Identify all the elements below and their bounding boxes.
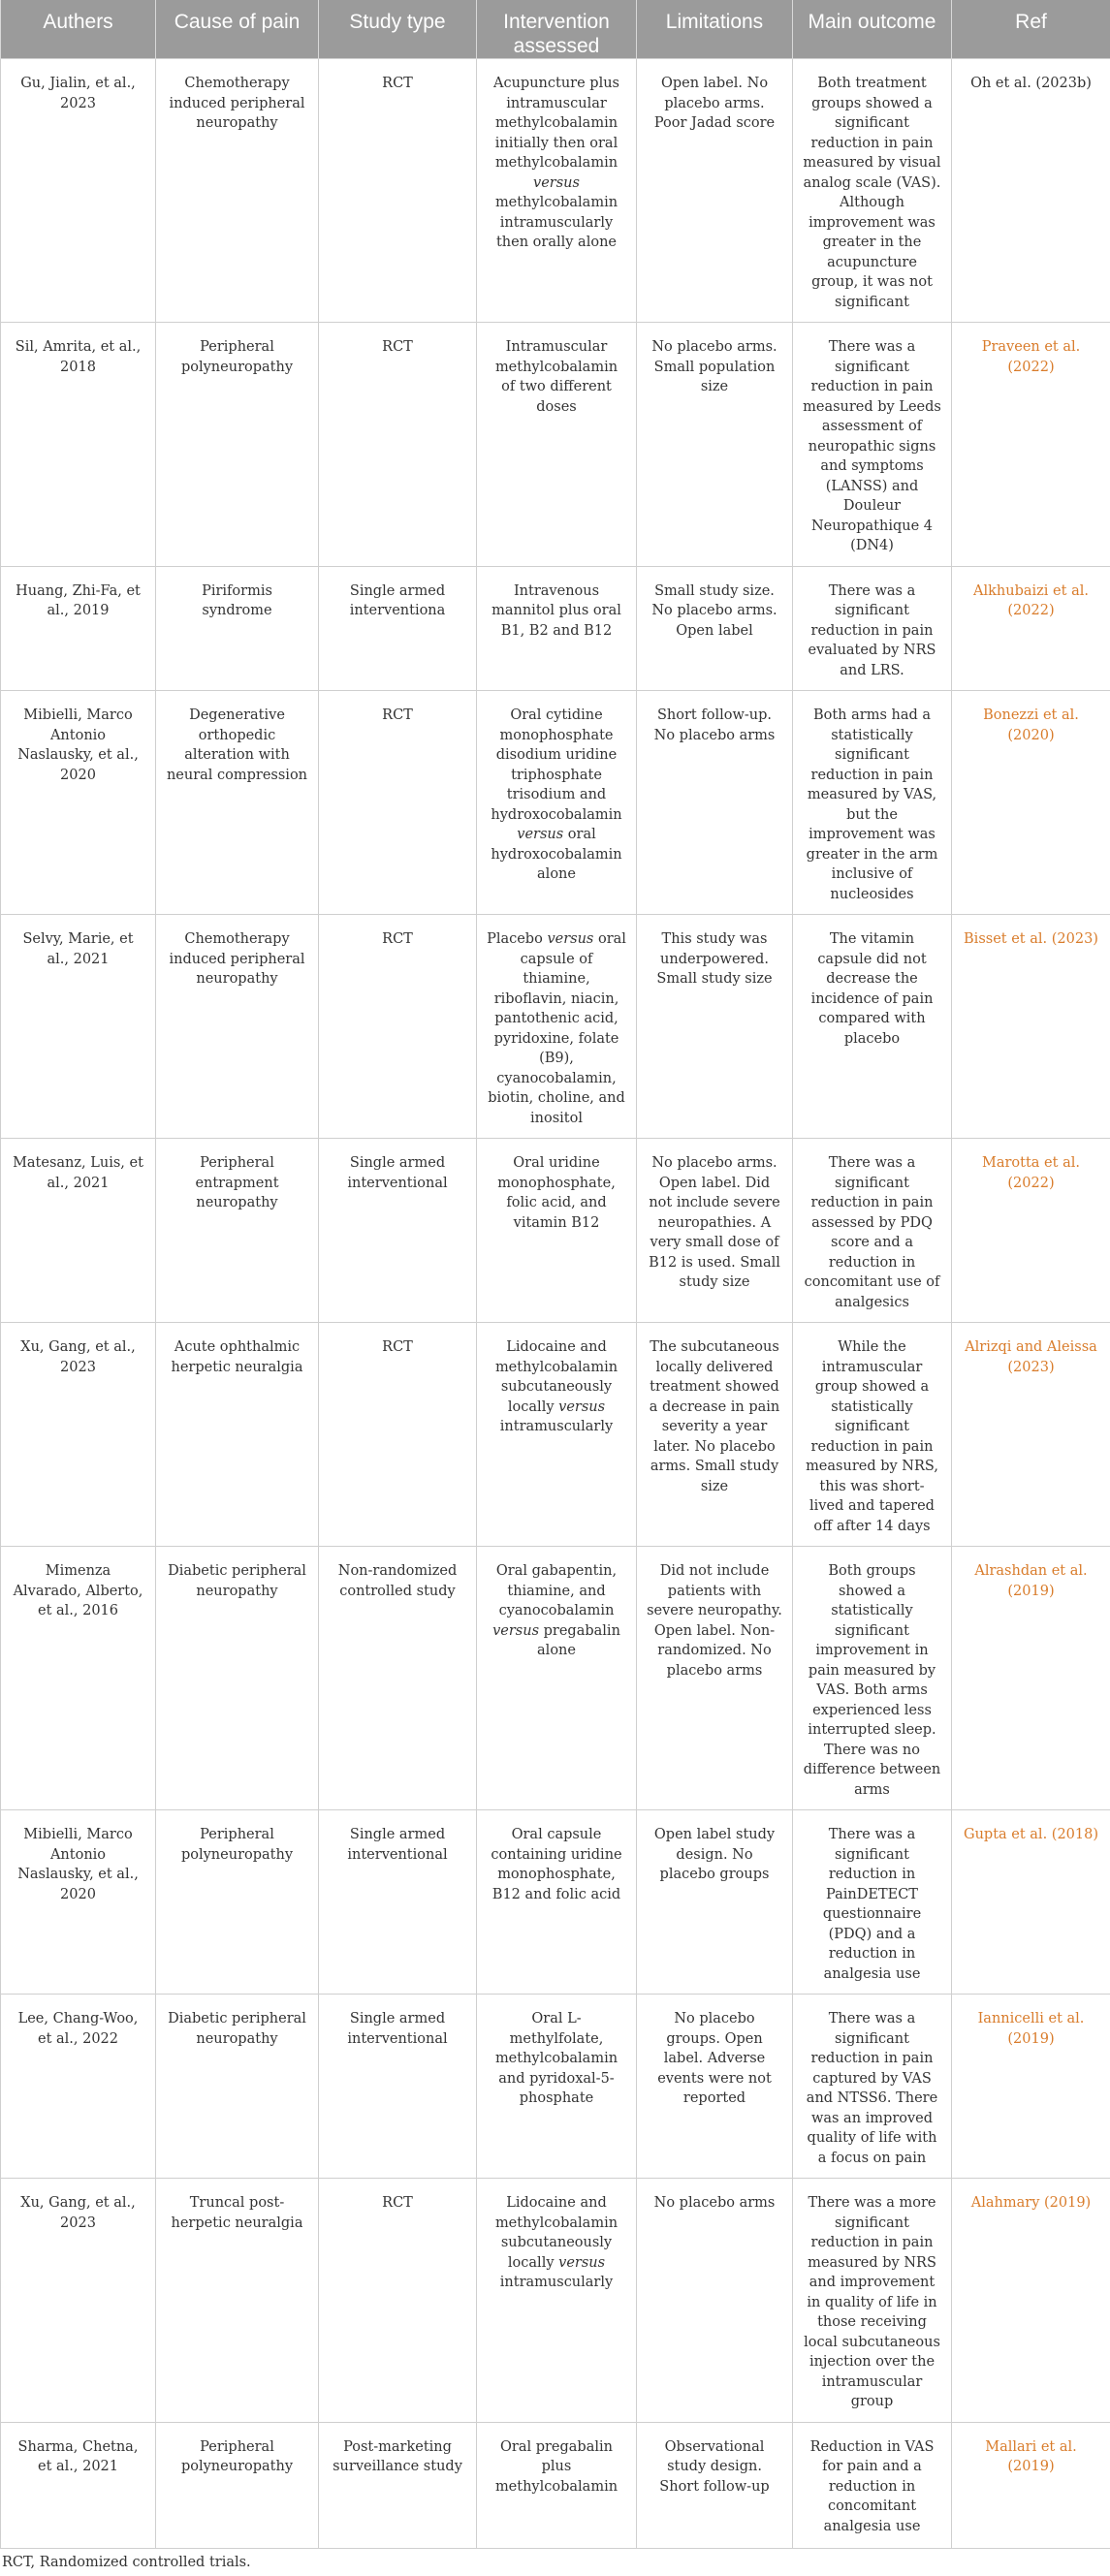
intervention-cell: Oral pregabalin plus methylcobalamin: [477, 2422, 637, 2548]
cause-cell: Truncal post-herpetic neuralgia: [156, 2179, 319, 2423]
study-type-cell: RCT: [319, 691, 477, 915]
limitations-cell: No placebo groups. Open label. Adverse events were not reported: [637, 1995, 793, 2179]
table-row: [1, 323, 1110, 567]
outcome-cell: The vitamin capsule did not decrease the incidence of pain compared with placebo: [793, 915, 952, 1139]
limitations-cell: Small study size. No placebo arms. Open label: [637, 566, 793, 691]
author-cell: Selvy, Marie, et al., 2021: [1, 915, 156, 1139]
intervention-cell: Intramuscular methylcobalamin of two different doses: [477, 323, 637, 567]
header-main-outcome: Main outcome: [793, 0, 952, 59]
study-type-cell: RCT: [319, 915, 477, 1139]
limitations-cell: Short follow-up. No placebo arms: [637, 691, 793, 915]
study-type-cell: Single armed interventiona: [319, 566, 477, 691]
cause-cell: Peripheral polyneuropathy: [156, 323, 319, 567]
table-row: [1, 691, 1110, 915]
study-type-cell: RCT: [319, 1323, 477, 1547]
ref-cell[interactable]: Bonezzi et al. (2020): [952, 691, 1110, 915]
intervention-cell: Oral L-methylfolate, methylcobalamin and pyridoxal-5-phosphate: [477, 1995, 637, 2179]
limitations-cell: No placebo arms: [637, 2179, 793, 2423]
ref-cell[interactable]: Alahmary (2019): [952, 2179, 1110, 2423]
outcome-cell: Both treatment groups showed a significant reduction in pain measured by visual analog scale (VAS). Although improvement was greater in the acupuncture group, it was not significant: [793, 59, 952, 323]
table-header-row: [1, 0, 1110, 59]
intervention-cell: Lidocaine and methylcobalamin subcutaneously locally versus intramuscularly: [477, 2179, 637, 2423]
study-type-cell: Single armed interventional: [319, 1810, 477, 1995]
author-cell: Xu, Gang, et al., 2023: [1, 2179, 156, 2423]
cause-cell: Diabetic peripheral neuropathy: [156, 1995, 319, 2179]
author-cell: Mimenza Alvarado, Alberto, et al., 2016: [1, 1547, 156, 1810]
author-cell: Mibielli, Marco Antonio Naslausky, et al., 2020: [1, 1810, 156, 1995]
cause-cell: Piriformis syndrome: [156, 566, 319, 691]
table-footnote: RCT, Randomized controlled trials.: [0, 2549, 1110, 2576]
table-row: [1, 2422, 1110, 2548]
study-type-cell: Post-marketing surveillance study: [319, 2422, 477, 2548]
ref-cell[interactable]: Iannicelli et al. (2019): [952, 1995, 1110, 2179]
outcome-cell: While the intramuscular group showed a statistically significant reduction in pain measured by NRS, this was short-lived and tapered off after 14 days: [793, 1323, 952, 1547]
outcome-cell: There was a significant reduction in pain captured by VAS and NTSS6. There was an improved quality of life with a focus on pain: [793, 1995, 952, 2179]
limitations-cell: Open label. No placebo arms. Poor Jadad score: [637, 59, 793, 323]
intervention-cell: Intravenous mannitol plus oral B1, B2 and B12: [477, 566, 637, 691]
author-cell: Sil, Amrita, et al., 2018: [1, 323, 156, 567]
table-row: [1, 1323, 1110, 1547]
ref-cell[interactable]: Bisset et al. (2023): [952, 915, 1110, 1139]
ref-cell[interactable]: Alrashdan et al. (2019): [952, 1547, 1110, 1810]
ref-cell[interactable]: Praveen et al. (2022): [952, 323, 1110, 567]
study-type-cell: RCT: [319, 59, 477, 323]
cause-cell: Degenerative orthopedic alteration with neural compression: [156, 691, 319, 915]
limitations-cell: No placebo arms. Small population size: [637, 323, 793, 567]
outcome-cell: There was a significant reduction in pain evaluated by NRS and LRS.: [793, 566, 952, 691]
ref-cell[interactable]: Marotta et al. (2022): [952, 1139, 1110, 1323]
limitations-cell: Did not include patients with severe neuropathy. Open label. Non-randomized. No placebo arms: [637, 1547, 793, 1810]
header-cause-of-pain: Cause of pain: [156, 0, 319, 59]
ref-cell: Oh et al. (2023b): [952, 59, 1110, 323]
author-cell: Sharma, Chetna, et al., 2021: [1, 2422, 156, 2548]
study-type-cell: Non-randomized controlled study: [319, 1547, 477, 1810]
intervention-cell: Oral cytidine monophosphate disodium uridine triphosphate trisodium and hydroxocobalamin versus oral hydroxocobalamin alone: [477, 691, 637, 915]
study-type-cell: RCT: [319, 2179, 477, 2423]
author-cell: Gu, Jialin, et al., 2023: [1, 59, 156, 323]
cause-cell: Peripheral polyneuropathy: [156, 2422, 319, 2548]
table-row: [1, 566, 1110, 691]
ref-cell[interactable]: Gupta et al. (2018): [952, 1810, 1110, 1995]
cause-cell: Peripheral entrapment neuropathy: [156, 1139, 319, 1323]
table-row: [1, 2179, 1110, 2423]
intervention-cell: Placebo versus oral capsule of thiamine, riboflavin, niacin, pantothenic acid, pyridoxine, folate (B9), cyanocobalamin, biotin, choline, and inositol: [477, 915, 637, 1139]
cause-cell: Diabetic peripheral neuropathy: [156, 1547, 319, 1810]
intervention-cell: Acupuncture plus intramuscular methylcobalamin initially then oral methylcobalamin versus methylcobalamin intramuscularly then orally alone: [477, 59, 637, 323]
limitations-cell: The subcutaneous locally delivered treatment showed a decrease in pain severity a year later. No placebo arms. Small study size: [637, 1323, 793, 1547]
header-authors: Authers: [1, 0, 156, 59]
header-intervention: Intervention assessed: [477, 0, 637, 59]
limitations-cell: This study was underpowered. Small study size: [637, 915, 793, 1139]
limitations-cell: No placebo arms. Open label. Did not include severe neuropathies. A very small dose of B12 is used. Small study size: [637, 1139, 793, 1323]
study-type-cell: Single armed interventional: [319, 1995, 477, 2179]
intervention-cell: Oral uridine monophosphate, folic acid, and vitamin B12: [477, 1139, 637, 1323]
intervention-cell: Oral capsule containing uridine monophosphate, B12 and folic acid: [477, 1810, 637, 1995]
intervention-cell: Lidocaine and methylcobalamin subcutaneously locally versus intramuscularly: [477, 1323, 637, 1547]
outcome-cell: Both groups showed a statistically significant improvement in pain measured by VAS. Both arms experienced less interrupted sleep. There was no difference between arms: [793, 1547, 952, 1810]
outcome-cell: There was a significant reduction in pain measured by Leeds assessment of neuropathic signs and symptoms (LANSS) and Douleur Neuropathique 4 (DN4): [793, 323, 952, 567]
outcome-cell: There was a more significant reduction in pain measured by NRS and improvement in quality of life in those receiving local subcutaneous injection over the intramuscular group: [793, 2179, 952, 2423]
cause-cell: Chemotherapy induced peripheral neuropathy: [156, 915, 319, 1139]
header-ref: Ref: [952, 0, 1110, 59]
table-row: [1, 1139, 1110, 1323]
author-cell: Matesanz, Luis, et al., 2021: [1, 1139, 156, 1323]
author-cell: Mibielli, Marco Antonio Naslausky, et al., 2020: [1, 691, 156, 915]
outcome-cell: There was a significant reduction in pain assessed by PDQ score and a reduction in concomitant use of analgesics: [793, 1139, 952, 1323]
header-limitations: Limitations: [637, 0, 793, 59]
author-cell: Huang, Zhi-Fa, et al., 2019: [1, 566, 156, 691]
outcome-cell: There was a significant reduction in PainDETECT questionnaire (PDQ) and a reduction in analgesia use: [793, 1810, 952, 1995]
limitations-cell: Open label study design. No placebo groups: [637, 1810, 793, 1995]
table-row: [1, 1810, 1110, 1995]
table-row: [1, 1547, 1110, 1810]
author-cell: Xu, Gang, et al., 2023: [1, 1323, 156, 1547]
header-study-type: Study type: [319, 0, 477, 59]
ref-cell[interactable]: Alkhubaizi et al. (2022): [952, 566, 1110, 691]
table-row: [1, 915, 1110, 1139]
ref-cell[interactable]: Alrizqi and Aleissa (2023): [952, 1323, 1110, 1547]
table-row: [1, 1995, 1110, 2179]
cause-cell: Chemotherapy induced peripheral neuropathy: [156, 59, 319, 323]
limitations-cell: Observational study design. Short follow-up: [637, 2422, 793, 2548]
study-type-cell: Single armed interventional: [319, 1139, 477, 1323]
author-cell: Lee, Chang-Woo, et al., 2022: [1, 1995, 156, 2179]
ref-cell[interactable]: Mallari et al. (2019): [952, 2422, 1110, 2548]
outcome-cell: Both arms had a statistically significant reduction in pain measured by VAS, but the improvement was greater in the arm inclusive of nucleosides: [793, 691, 952, 915]
outcome-cell: Reduction in VAS for pain and a reduction in concomitant analgesia use: [793, 2422, 952, 2548]
cause-cell: Peripheral polyneuropathy: [156, 1810, 319, 1995]
cause-cell: Acute ophthalmic herpetic neuralgia: [156, 1323, 319, 1547]
intervention-cell: Oral gabapentin, thiamine, and cyanocobalamin versus pregabalin alone: [477, 1547, 637, 1810]
table-row: [1, 59, 1110, 323]
study-type-cell: RCT: [319, 323, 477, 567]
table-body: [1, 59, 1110, 2549]
